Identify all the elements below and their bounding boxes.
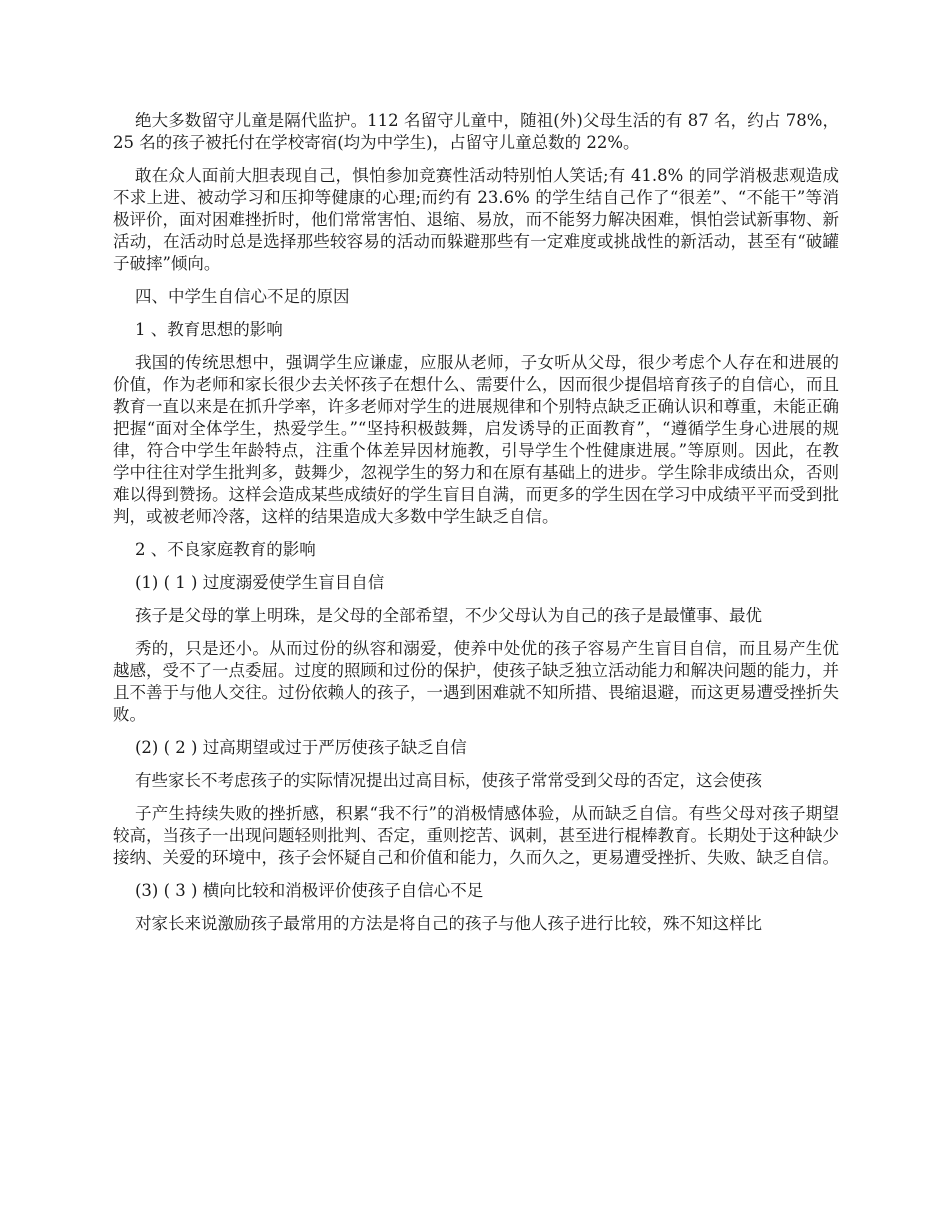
- paragraph-comparison: 对家长来说激励孩子最常用的方法是将自己的孩子与他人孩子进行比较，殊不知这样比: [135, 914, 762, 933]
- paragraph-parents-treasure: 孩子是父母的掌上明珠，是父母的全部希望，不少父母认为自己的孩子是最懂事、最优: [135, 606, 762, 625]
- paragraph-guardianship-stats: 绝大多数留守儿童是隔代监护。112 名留守儿童中，随祖(外)父母生活的有 87 名，约占 78%，25 名的孩子被托付在学校寄宿(均为中学生)，占留守儿童总数的 22%。: [113, 111, 839, 152]
- subheading-family-education: 2 、不良家庭教育的影响: [135, 540, 316, 559]
- subheading-overindulgence: (1) ( 1 ) 过度溺爱使学生盲目自信: [135, 573, 385, 592]
- section-heading-causes: 四、中学生自信心不足的原因: [135, 287, 350, 306]
- document-body: [113, 110, 839, 946]
- paragraph-overprotection: 秀的，只是还小。从而过份的纵容和溺爱，使养中处优的孩子容易产生盲目自信，而且易产生优越感，受不了一点委屈。过度的照顾和过份的保护，使孩子缺乏独立活动能力和解决问题的能力，并且不善于与他人交往。过份依赖人的孩子，一遇到困难就不知所措、畏缩退避，而这更易遭受挫折失败。: [113, 639, 839, 724]
- paragraph-negative-self-evaluation: 敢在众人面前大胆表现自己，惧怕参加竞赛性活动特别怕人笑话;有 41.8% 的同学消极悲观造成不求上进、被动学习和压抑等健康的心理;而约有 23.6% 的学生结自己作了“很差”、“不能干”等消极评价，面对困难挫折时，他们常常害怕、退缩、易放，而不能努力解决困难，惧怕尝试新事物、新活动，在活动时总是选择那些较容易的活动而躲避那些有一定难度或挑战性的新活动，甚至有“破罐子破摔”倾向。: [113, 166, 839, 273]
- subheading-comparison: (3) ( 3 ) 横向比较和消极评价使孩子自信心不足: [135, 881, 484, 900]
- subheading-education-thought: 1 、教育思想的影响: [135, 320, 283, 339]
- paragraph-unrealistic-goals: 有些家长不考虑孩子的实际情况提出过高目标，使孩子常常受到父母的否定，这会使孩: [135, 771, 762, 790]
- paragraph-frustration: 子产生持续失败的挫折感，积累“我不行”的消极情感体验，从而缺乏自信。有些父母对孩子期望较高，当孩子一出现问题轻则批判、否定，重则挖苦、讽刺，甚至进行棍棒教育。长期处于这种缺少接纳、关爱的环境中，孩子会怀疑自己和价值和能力，久而久之，更易遭受挫折、失败、缺乏自信。: [113, 804, 839, 867]
- subheading-high-expectations: (2) ( 2 ) 过高期望或过于严厉使孩子缺乏自信: [135, 738, 467, 757]
- paragraph-traditional-thought: 我国的传统思想中，强调学生应谦虚，应服从老师，子女听从父母，很少考虑个人存在和进展的价值，作为老师和家长很少去关怀孩子在想什么、需要什么，因而很少提倡培育孩子的自信心，而且教育一直以来是在抓升学率，许多老师对学生的进展规律和个别特点缺乏正确认识和尊重，未能正确把握“面对全体学生，热爱学生。”“坚持积极鼓舞，启发诱导的正面教育”，“遵循学生身心进展的规律，符合中学生年龄特点，注重个体差异因材施教，引导学生个性健康进展。”等原则。因此，在教学中往往对学生批判多，鼓舞少，忽视学生的努力和在原有基础上的进步。学生除非成绩出众，否则难以得到赞扬。这样会造成某些成绩好的学生盲目自满，而更多的学生因在学习中成绩平平而受到批判，或被老师冷落，这样的结果造成大多数中学生缺乏自信。: [113, 353, 839, 526]
